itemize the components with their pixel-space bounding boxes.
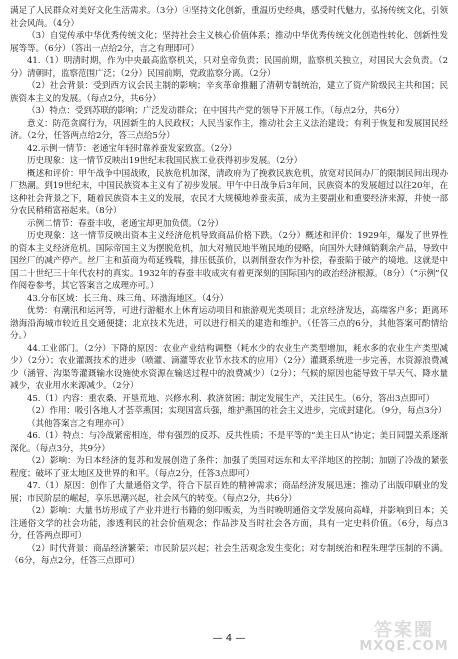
answer-paragraph: （3）特点：受到苏联的影响；广泛发动群众；在中国共产党的领导下开展工作。（每点2分，共6分）	[27, 106, 405, 116]
answer-paragraph: 满足了人民群众对美好文化生活需求。（3分）④坚持文化创新，重温历史经典，感受时代魅力，弘扬传统文化，引领社会风尚。（4分）	[10, 6, 448, 29]
answer-paragraph: 41.（1）明清时期，作为中央最高监察机关，只对皇帝负责；民国前期，监察机关独立，对国民大会负责。（2分）清朝时，监察范围广泛；（2分）民国前期，党政监察分离。（2分）	[10, 56, 448, 79]
answer-paragraph: 概述和评价：甲午战争中国战败，民族危机加深，清政府为了挽救民族危机，放宽对民间办厂的限制民间出现办厂热潮。到19世纪末，中国民族资本主义有了初步发展。甲午中日战争后3年间，民族资本的发展超过以往20年，在这种社会背景之下，随着民族资本主义的发展，农民才大规模地养蚕卖茧，成为主要副业和重要经济来源，并使一部分农民稍稍富裕起来。（8分）	[10, 168, 448, 216]
answer-paragraph: （2）影响：为日本经济的复苏和发展创造了条件；加强了美国对远东和太平洋地区的控制；加剧了冷战的紧张程度；破坏了亚太地区及世界的和平。（每点2分，任答3点即可）	[10, 456, 448, 479]
answer-paragraph: 43.分布区域：长三角、珠三角、环渤海地区。（4分）	[27, 293, 229, 304]
answer-paragraph: 42.示例一情节：老通宝年轻时靠养蚕发家致富。（2分）	[27, 143, 237, 154]
answer-text-body	[10, 5, 448, 568]
answer-paragraph: 历史现象：这一情节反映出19世纪末我国民族工业获得初步发展。（2分）	[27, 156, 303, 166]
answer-paragraph: 46.（1）特点：与冷战紧密相连，带有强烈的反苏、反共性质；不是平等的“美主日从”协定；美日同盟关系逐渐深化。（每点3分，共9分）	[10, 431, 448, 454]
answer-paragraph: （2）时代背景：商品经济繁荣；市民阶层兴起；社会生活观念发生变化；对专制统治和程朱理学压制的不满。（6分，每点2分，任答三点即可）	[10, 543, 448, 566]
answer-paragraph: 44.工业部门。（2分）下降的原因：农业产业结构调整（耗水少的农业生产类型增加，耗水多的农业生产类型减少）（2分）；农业灌溉技术的进步（喷灌、滴灌等农业节水技术的应用）（2分）灌溉系统进一步完善，水资源浪费减少（涵管、沟渠等灌溉输水设施使水资源在输送过程中的浪费减少）（2分）；气候的原因也能导致干旱天气、降水量减少，农业用水来源减少。（2分）	[10, 343, 448, 391]
answer-paragraph: （2）作用：吸引各地人才荟萃燕国；实现国富兵强，维护燕国的社会主义进步，完成封建化。（9分，每点3分）	[27, 406, 447, 416]
answer-paragraph: 47.（1）原因：创作了大量通俗文学，符合下层百姓的精神需求；商品经济发展迅速；推动了出版印刷业的发展；市民阶层的崛起，享乐思潮兴起，社会风气的转变。（每点2分，共6分）	[10, 481, 448, 504]
answer-paragraph: 45.（1）内容：重农桑、开垦荒地、兴修水利、救济贫困；制定发展生产，关注民生。（6分，答出3点即可）	[27, 393, 435, 404]
answer-paragraph: 意义：防范贪腐行为，巩固新生的人民政权；人民当家作主，推动社会主义法治建设；有利于恢复和发展国民经济。（2分，任答两点给2分，答三点给5分）	[10, 118, 448, 141]
answer-paragraph: （3）自觉传承中华优秀传统文化；坚持社会主义核心价值体系；推动中华优秀传统文化创造性转化、创新性发展等等。（6分）（答出一点给2分，言之有理即可）	[10, 31, 448, 54]
answer-paragraph: 优势：有潮汛和运河等，可进行游艇水上休育运动项目和旅游观光类项目；北京经济发达，高端客户多；距离环渤海沿海城市较近且交通便捷；北京技术先进，可以进行相关的建造和维护。（任答三点的6分，其他答案可酌情给分。）	[10, 306, 448, 341]
site-watermark-logo	[356, 610, 452, 656]
page-number: — 4 —	[212, 633, 246, 644]
answer-paragraph: （其他答案言之有理亦可）	[27, 418, 129, 429]
answer-paragraph: （2）社会背景：受到西方议会民主制的影响；辛亥革命推翻了清朝专制统治，建立了资产阶级民主共和国；民族资本主义的发展。（每点2分，共6分）	[10, 81, 448, 104]
answer-paragraph: （2）影响：大量书坊形成了产业并进行书籍的刻印贩卖，为当时晚明通俗文学发展向高峰，并影响到日本；关注通俗文学的社会功能，渗透利民的社会价值观念；作品涉及当时社会各方面，具有一定史料价值。（6分，每点3分，任答两点即可）	[10, 506, 448, 541]
answer-paragraph: 历史现象：这一情节反映出资本主义经济危机导致商品价格下跌。（2分）概述和评价：1929年，爆发了世界性的资本主义经济危机。国际帝国主义为摆脱危机，加大对殖民地半殖民地的侵略，向国外大肆倾销剩余产品，导致中国丝厂的减产停产。丝厂主和茧商为苟延残喘，排压低茧价，以剥削蚕农作为补偿，春蚕陷于破产的境地。这就是中国二十世纪三十年代农村的真实。1932年的春蚕丰收成灾有着更深刻的国际国内的政治经济根源。（8分）（“示例”仅作阅卷参考，其它答案言之成理亦可。）	[10, 231, 448, 291]
watermark-domain-text: MXQE.COM	[359, 639, 449, 654]
answer-paragraph: 示例二情节：春蚕丰收，老通宝却更加负债。（2分）	[27, 218, 224, 229]
watermark-chinese-text: 答案圈	[374, 620, 434, 641]
